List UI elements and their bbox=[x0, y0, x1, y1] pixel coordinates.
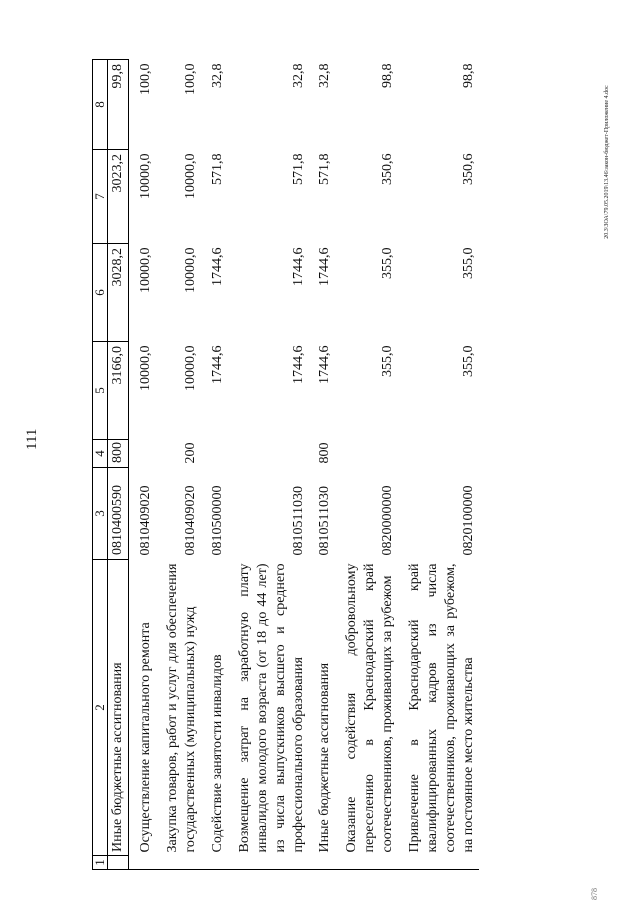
item-name: Содействие занятости инвалидов bbox=[209, 654, 225, 853]
budget-table bbox=[92, 59, 479, 870]
value-col7: 3023,2 bbox=[108, 150, 129, 244]
table-row bbox=[156, 60, 201, 870]
header-cell: 7 bbox=[93, 150, 108, 244]
header-cell: 6 bbox=[93, 244, 108, 342]
value-col6: 1744,6 bbox=[290, 247, 306, 286]
value-col8: 99,8 bbox=[108, 60, 129, 150]
item-name: Оказание содействия добровольному переселению в Краснодарский край соотечественников, проживающих за рубежом bbox=[344, 563, 396, 853]
item-name: Возмещение затрат на заработную плату инвалидов молодого возраста (от 18 до 44 лет) из числа выпускников высшего и среднего профессионального образования bbox=[236, 563, 306, 853]
table-row bbox=[201, 60, 228, 870]
value-col6: 355,0 bbox=[380, 247, 396, 279]
value-col8: 98,8 bbox=[380, 63, 396, 88]
item-type bbox=[129, 440, 156, 468]
value-col5: 10000,0 bbox=[138, 345, 154, 391]
table-row bbox=[398, 60, 479, 870]
item-type bbox=[201, 440, 228, 468]
value-col5: 1744,6 bbox=[317, 345, 333, 384]
table-row bbox=[228, 60, 309, 870]
item-code: 0810409020 bbox=[183, 485, 199, 556]
item-type bbox=[335, 440, 398, 468]
file-path-footer: 20.3\ЗОА\79.05.2019\13.46\закон-бюджет-Приложение 4.doc bbox=[604, 85, 610, 239]
header-cell: 4 bbox=[93, 440, 108, 468]
item-type: 800 bbox=[317, 442, 333, 464]
item-code: 0810400590 bbox=[108, 468, 129, 560]
value-col8: 100,0 bbox=[183, 63, 199, 95]
value-col5: 355,0 bbox=[460, 345, 476, 377]
header-cell: 5 bbox=[93, 342, 108, 440]
value-col5: 1744,6 bbox=[290, 345, 306, 384]
item-name: Привлечение в Краснодарский край квалифицированных кадров из числа соотечественников, проживающих за рубежом, на постоянное место жительства bbox=[407, 563, 476, 853]
header-cell: 2 bbox=[93, 560, 108, 856]
value-col7: 10000,0 bbox=[138, 153, 154, 199]
value-col6: 355,0 bbox=[460, 247, 476, 279]
value-col7: 350,6 bbox=[380, 153, 396, 185]
item-name: Осуществление капитального ремонта bbox=[138, 622, 154, 853]
item-type: 800 bbox=[108, 440, 129, 468]
item-type: 200 bbox=[183, 442, 199, 464]
value-col5: 355,0 bbox=[380, 345, 396, 377]
value-col6: 1744,6 bbox=[209, 247, 225, 286]
item-name: Иные бюджетные ассигнования bbox=[108, 560, 129, 856]
header-cell: 1 bbox=[93, 856, 108, 870]
item-code: 0810409020 bbox=[138, 485, 154, 556]
item-code: 0810500000 bbox=[209, 485, 225, 556]
value-col8: 32,8 bbox=[317, 63, 333, 88]
header-cell: 3 bbox=[93, 468, 108, 560]
value-col5: 1744,6 bbox=[209, 345, 225, 384]
budget-table-rotated bbox=[92, 60, 572, 870]
value-col8: 32,8 bbox=[290, 63, 306, 88]
value-col8: 98,8 bbox=[460, 63, 476, 88]
item-name: Закупка товаров, работ и услуг для обеспечения государственных (муниципальных) нужд bbox=[165, 563, 199, 853]
table-row bbox=[335, 60, 398, 870]
value-col7: 10000,0 bbox=[183, 153, 199, 199]
header-row bbox=[93, 60, 108, 870]
item-code: 0810511030 bbox=[290, 486, 306, 556]
item-type bbox=[398, 440, 479, 468]
value-col6: 10000,0 bbox=[138, 247, 154, 293]
header-cell: 8 bbox=[93, 60, 108, 150]
value-col7: 571,8 bbox=[290, 153, 306, 185]
item-name: Иные бюджетные ассигнования bbox=[317, 662, 333, 853]
value-col7: 571,8 bbox=[317, 153, 333, 185]
page-number: 111 bbox=[24, 428, 40, 450]
value-col5: 3166,0 bbox=[108, 342, 129, 440]
corner-mark: 878 bbox=[590, 888, 599, 900]
item-code: 0820100000 bbox=[460, 485, 476, 556]
value-col6: 10000,0 bbox=[183, 247, 199, 293]
table-row bbox=[108, 60, 129, 870]
value-col8: 100,0 bbox=[138, 63, 154, 95]
value-col6: 1744,6 bbox=[317, 247, 333, 286]
item-type bbox=[228, 440, 309, 468]
value-col5: 10000,0 bbox=[183, 345, 199, 391]
value-col7: 350,6 bbox=[460, 153, 476, 185]
table-row bbox=[129, 60, 156, 870]
item-code: 0810511030 bbox=[317, 486, 333, 556]
table-row bbox=[308, 60, 335, 870]
value-col7: 571,8 bbox=[209, 153, 225, 185]
value-col8: 32,8 bbox=[209, 63, 225, 88]
item-code: 0820000000 bbox=[380, 485, 396, 556]
value-col6: 3028,2 bbox=[108, 244, 129, 342]
